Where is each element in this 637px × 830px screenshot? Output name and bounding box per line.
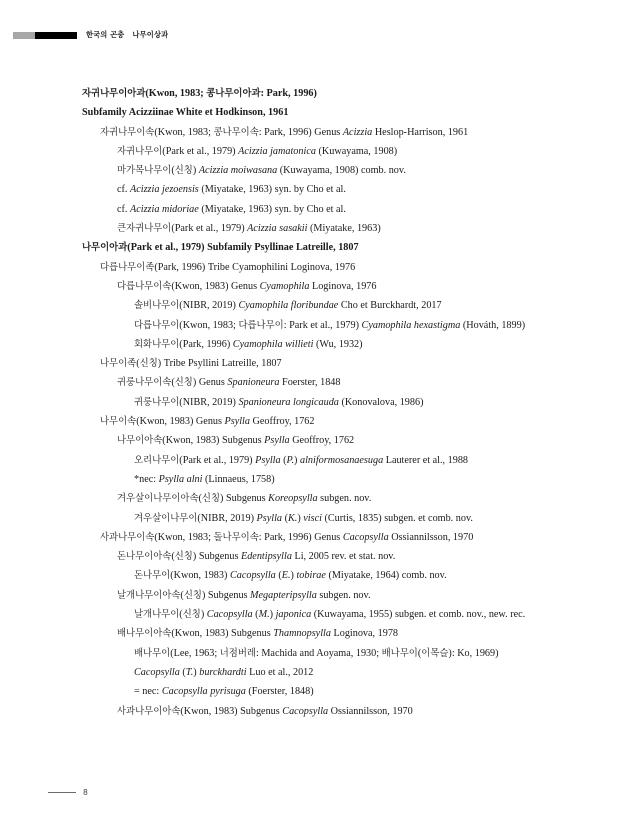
text-segment: burckhardti bbox=[199, 666, 247, 678]
text-segment: Ossiannilsson, 1970 bbox=[328, 705, 413, 717]
text-segment: (Linnaeus, 1758) bbox=[202, 473, 275, 485]
text-segment: ) bbox=[294, 454, 300, 466]
text-segment: 신칭 bbox=[182, 609, 201, 621]
text-segment: 다릅나무이 bbox=[238, 319, 284, 331]
text-segment: 귀룽나무이 bbox=[134, 396, 180, 408]
taxonomy-line bbox=[0, 644, 637, 663]
text-segment: K. bbox=[287, 512, 298, 524]
text-segment: (Foerster, 1848) bbox=[245, 686, 314, 698]
page-footer bbox=[0, 788, 637, 797]
text-segment: 배나무이 bbox=[381, 647, 418, 659]
text-segment: : Park, 1996) Genus bbox=[258, 126, 343, 138]
text-segment: 솔비나무이 bbox=[134, 300, 180, 312]
text-segment: ( bbox=[171, 551, 175, 563]
text-segment: (Kwon, 1983) bbox=[170, 570, 230, 582]
text-segment: T. bbox=[185, 666, 194, 678]
text-segment: Cacopsylla pyrisuga bbox=[161, 686, 246, 698]
text-segment: ): Ko, 1969) bbox=[448, 647, 499, 659]
text-segment: Li, 2005 rev. et stat. nov. bbox=[291, 551, 396, 563]
text-segment: Koreopsylla bbox=[268, 493, 318, 505]
text-segment: Cacopsylla bbox=[282, 705, 329, 717]
text-segment: ) bbox=[192, 165, 199, 177]
text-segment: ) bbox=[200, 609, 207, 621]
text-segment: : Park, 1996) Genus bbox=[258, 531, 343, 543]
text-segment: : Park et al., 1979) bbox=[283, 319, 362, 331]
text-segment: 배나무이 bbox=[134, 647, 171, 659]
text-segment: Cyamophila willieti bbox=[232, 338, 314, 350]
text-segment: (Park et al., 1979) bbox=[162, 145, 239, 157]
text-segment: (NIBR, 2019) bbox=[179, 300, 239, 312]
text-segment: ) bbox=[297, 512, 304, 524]
text-segment: Subfamily Psyllinae Latreille, 1807 bbox=[207, 242, 359, 254]
text-segment: ( bbox=[280, 454, 287, 466]
text-segment: ( bbox=[179, 609, 183, 621]
text-segment: (Park, 1996) Tribe Cyamophilini Loginova, 1976 bbox=[154, 261, 356, 273]
text-segment: (Konovalova, 1986) bbox=[338, 396, 424, 408]
text-segment: ) bbox=[290, 570, 297, 582]
taxonomy-line bbox=[0, 335, 637, 354]
taxonomy-line bbox=[0, 84, 637, 103]
text-segment: Spanioneura bbox=[227, 377, 280, 389]
text-segment: 신칭 bbox=[174, 165, 193, 177]
taxonomy-line bbox=[0, 123, 637, 142]
text-segment: Psylla alni bbox=[158, 473, 203, 485]
taxonomy-line bbox=[0, 354, 637, 373]
text-segment: Cacopsylla bbox=[229, 570, 276, 582]
text-segment: Acizzia midoriae bbox=[130, 203, 199, 215]
text-segment: (Park, 1996) bbox=[179, 338, 233, 350]
document-body bbox=[0, 84, 637, 721]
text-segment: Acizzia moiwasana bbox=[198, 165, 278, 177]
text-segment: P. bbox=[286, 454, 295, 466]
text-segment: *nec: bbox=[134, 473, 159, 485]
text-segment: M. bbox=[258, 609, 270, 621]
text-segment: 돈나무이 bbox=[134, 570, 171, 582]
text-segment: = nec: bbox=[134, 686, 162, 698]
text-segment: ( bbox=[136, 358, 140, 370]
text-segment: E. bbox=[281, 570, 291, 582]
text-segment: (Kuwayama, 1908) bbox=[315, 145, 398, 157]
text-segment: (Kwon, 1983) Subgenus bbox=[180, 705, 283, 717]
text-segment: 다릅나무이족 bbox=[100, 261, 155, 273]
text-segment: 겨우살이나무이아속 bbox=[117, 493, 199, 505]
text-segment: 다릅나무이 bbox=[134, 319, 180, 331]
taxonomy-line bbox=[0, 103, 637, 122]
text-segment: Cyamophila hexastigma bbox=[361, 319, 461, 331]
text-segment: tobirae bbox=[296, 570, 326, 582]
text-segment: ( bbox=[417, 647, 422, 659]
text-segment: 사과나무이아속 bbox=[117, 705, 181, 717]
text-segment: 신칭 bbox=[174, 551, 193, 563]
text-segment: (Curtis, 1835) subgen. et comb. nov. bbox=[321, 512, 473, 524]
text-segment: 자귀나무이 bbox=[117, 145, 163, 157]
text-segment: (Miyatake, 1963) syn. by Cho et al. bbox=[198, 184, 346, 196]
taxonomy-line bbox=[0, 702, 637, 721]
taxonomy-line bbox=[0, 682, 637, 701]
text-segment: (Kwon, 1983; bbox=[154, 531, 214, 543]
text-segment: Subfamily Acizziinae White et Hodkinson, 1961 bbox=[82, 107, 289, 119]
text-segment: ) Genus bbox=[192, 377, 228, 389]
taxonomy-line bbox=[0, 277, 637, 296]
taxonomy-line bbox=[0, 219, 637, 238]
text-segment: 큰자귀나무이 bbox=[117, 223, 172, 235]
taxonomy-line bbox=[0, 238, 637, 257]
text-segment: (Kwon, 1983) Genus bbox=[171, 280, 260, 292]
text-segment: ( bbox=[180, 589, 184, 601]
text-segment: (Kuwayama, 1955) subgen. et comb. nov., new. rec. bbox=[311, 609, 526, 621]
taxonomy-line bbox=[0, 663, 637, 682]
text-segment: (Kuwayama, 1908) comb. nov. bbox=[277, 165, 406, 177]
taxonomy-line bbox=[0, 624, 637, 643]
text-segment: Cyamophila bbox=[259, 280, 310, 292]
text-segment: 오리나무이 bbox=[134, 454, 180, 466]
taxonomy-line bbox=[0, 412, 637, 431]
text-segment: 돌나무이속 bbox=[213, 531, 259, 543]
text-segment: 콩나무이속 bbox=[213, 126, 259, 138]
taxonomy-line bbox=[0, 161, 637, 180]
text-segment: Acizzia jezoensis bbox=[130, 184, 199, 196]
text-segment: Psylla bbox=[256, 512, 283, 524]
text-segment: (Miyatake, 1963) bbox=[307, 223, 381, 235]
text-segment: ( bbox=[252, 609, 259, 621]
text-segment: 다릅나무이속 bbox=[117, 280, 172, 292]
text-segment: ) Subgenus bbox=[220, 493, 269, 505]
taxonomy-line bbox=[0, 451, 637, 470]
header-bar-black-segment bbox=[35, 32, 77, 39]
taxonomy-line bbox=[0, 566, 637, 585]
taxonomy-line bbox=[0, 142, 637, 161]
text-segment: Cacopsylla bbox=[342, 531, 389, 543]
text-segment: 콩나무이아과 bbox=[206, 88, 261, 99]
text-segment: (Miyatake, 1964) comb. nov. bbox=[325, 570, 447, 582]
text-segment: cf. bbox=[117, 184, 131, 196]
taxonomy-line bbox=[0, 586, 637, 605]
taxonomy-line bbox=[0, 316, 637, 335]
text-segment: 배나무이아속 bbox=[117, 628, 172, 640]
text-segment: Spanioneura longicauda bbox=[238, 396, 339, 408]
page-number: 8 bbox=[83, 788, 88, 797]
text-segment: ) Tribe Psyllini Latreille, 1807 bbox=[157, 358, 282, 370]
text-segment: (Kwon, 1983) Subgenus bbox=[171, 628, 274, 640]
text-segment: (Park et al., 1979) bbox=[127, 242, 208, 254]
text-segment: (Kwon, 1983; bbox=[145, 88, 207, 99]
taxonomy-line bbox=[0, 296, 637, 315]
text-segment: subgen. nov. bbox=[317, 493, 372, 505]
text-segment: 날개나무이 bbox=[134, 609, 180, 621]
text-segment: Luo et al., 2012 bbox=[246, 666, 314, 678]
text-segment: (Hováth, 1899) bbox=[460, 319, 526, 331]
text-segment: (Miyatake, 1963) syn. by Cho et al. bbox=[198, 203, 346, 215]
text-segment: Heslop-Harrison, 1961 bbox=[372, 126, 469, 138]
header-decoration-bar bbox=[13, 32, 77, 39]
text-segment: alniformosanaesuga bbox=[299, 454, 384, 466]
text-segment: ) bbox=[193, 666, 200, 678]
text-segment: Cyamophila floribundae bbox=[238, 300, 339, 312]
text-segment: subgen. nov. bbox=[316, 589, 371, 601]
text-segment: 나무이속 bbox=[100, 416, 137, 428]
text-segment: 사과나무이속 bbox=[100, 531, 155, 543]
header-bar-gray-segment bbox=[13, 32, 35, 39]
text-segment: Cho et Burckhardt, 2017 bbox=[338, 300, 442, 312]
text-segment: Acizzia bbox=[342, 126, 373, 138]
text-segment: Acizzia sasakii bbox=[247, 223, 308, 235]
text-segment: Geoffroy, 1762 bbox=[289, 435, 355, 447]
text-segment: ( bbox=[198, 493, 202, 505]
text-segment: 나무이아과 bbox=[82, 242, 128, 254]
text-segment: 날개나무이아속 bbox=[117, 589, 181, 601]
taxonomy-line bbox=[0, 431, 637, 450]
text-segment: 자귀나무이아과 bbox=[82, 88, 146, 99]
text-segment: Geoffroy, 1762 bbox=[249, 416, 315, 428]
text-segment: Foerster, 1848 bbox=[279, 377, 341, 389]
text-segment: Loginova, 1978 bbox=[330, 628, 399, 640]
text-segment: : Park, 1996) bbox=[260, 88, 317, 99]
text-segment: 나무이아속 bbox=[117, 435, 163, 447]
text-segment: (Wu, 1932) bbox=[313, 338, 363, 350]
text-segment: 나무이족 bbox=[100, 358, 137, 370]
taxonomy-line bbox=[0, 605, 637, 624]
taxonomy-line bbox=[0, 200, 637, 219]
text-segment: Cacopsylla bbox=[206, 609, 253, 621]
text-segment: ( bbox=[171, 377, 175, 389]
text-segment: ( bbox=[282, 512, 288, 524]
taxonomy-line bbox=[0, 180, 637, 199]
taxonomy-line bbox=[0, 258, 637, 277]
text-segment: (Lee, 1963; bbox=[170, 647, 220, 659]
text-segment: ) bbox=[269, 609, 276, 621]
taxonomy-line bbox=[0, 547, 637, 566]
text-segment: Acizzia jamatonica bbox=[238, 145, 316, 157]
text-segment: Loginova, 1976 bbox=[309, 280, 377, 292]
taxonomy-line bbox=[0, 528, 637, 547]
text-segment: (Kwon, 1983; bbox=[179, 319, 239, 331]
text-segment: ( bbox=[171, 165, 175, 177]
text-segment: 돈나무이아속 bbox=[117, 551, 172, 563]
text-segment: ( bbox=[275, 570, 282, 582]
text-segment: : Machida and Aoyama, 1930; bbox=[255, 647, 382, 659]
text-segment: (NIBR, 2019) bbox=[179, 396, 239, 408]
running-header bbox=[0, 28, 637, 42]
text-segment: 신칭 bbox=[201, 493, 221, 505]
text-segment: 자귀나무이속 bbox=[100, 126, 155, 138]
text-segment: 신칭 bbox=[174, 377, 193, 389]
text-segment: Lauterer et al., 1988 bbox=[383, 454, 469, 466]
taxonomy-line bbox=[0, 470, 637, 489]
footer-rule bbox=[48, 792, 76, 793]
text-segment: Megapteripsylla bbox=[250, 589, 317, 601]
text-segment: Psylla bbox=[264, 435, 290, 447]
text-segment: 귀룽나무이속 bbox=[117, 377, 172, 389]
text-segment: ( bbox=[179, 666, 186, 678]
taxonomy-line bbox=[0, 509, 637, 528]
text-segment: 신칭 bbox=[183, 589, 202, 601]
text-segment: ) Subgenus bbox=[192, 551, 241, 563]
text-segment: 이목슬 bbox=[421, 647, 449, 659]
text-segment: Psylla bbox=[255, 454, 281, 466]
text-segment: ) Subgenus bbox=[201, 589, 251, 601]
text-segment: Thamnopsylla bbox=[273, 628, 331, 640]
text-segment: (Park et al., 1979) bbox=[179, 454, 256, 466]
text-segment: japonica bbox=[275, 609, 312, 621]
text-segment: 마가목나무이 bbox=[117, 165, 172, 177]
text-segment: (NIBR, 2019) bbox=[197, 512, 257, 524]
text-segment: 회화나무이 bbox=[134, 338, 180, 350]
text-segment: 너점버레 bbox=[219, 647, 256, 659]
text-segment: Cacopsylla bbox=[134, 666, 180, 678]
text-segment: cf. bbox=[117, 203, 131, 215]
text-segment: (Kwon, 1983) Genus bbox=[136, 416, 225, 428]
text-segment: Edentipsylla bbox=[240, 551, 292, 563]
text-segment: (Kwon, 1983) Subgenus bbox=[162, 435, 265, 447]
text-segment: (Park et al., 1979) bbox=[171, 223, 248, 235]
text-segment: (Kwon, 1983; bbox=[154, 126, 214, 138]
text-segment: 신칭 bbox=[139, 358, 158, 370]
text-segment: Psylla bbox=[224, 416, 250, 428]
text-segment: visci bbox=[303, 512, 322, 524]
taxonomy-line bbox=[0, 373, 637, 392]
text-segment: 겨우살이나무이 bbox=[134, 512, 198, 524]
taxonomy-line bbox=[0, 393, 637, 412]
header-title: 한국의 곤충 나무이상과 bbox=[86, 30, 169, 39]
text-segment: Ossiannilsson, 1970 bbox=[388, 531, 474, 543]
taxonomy-line bbox=[0, 489, 637, 508]
